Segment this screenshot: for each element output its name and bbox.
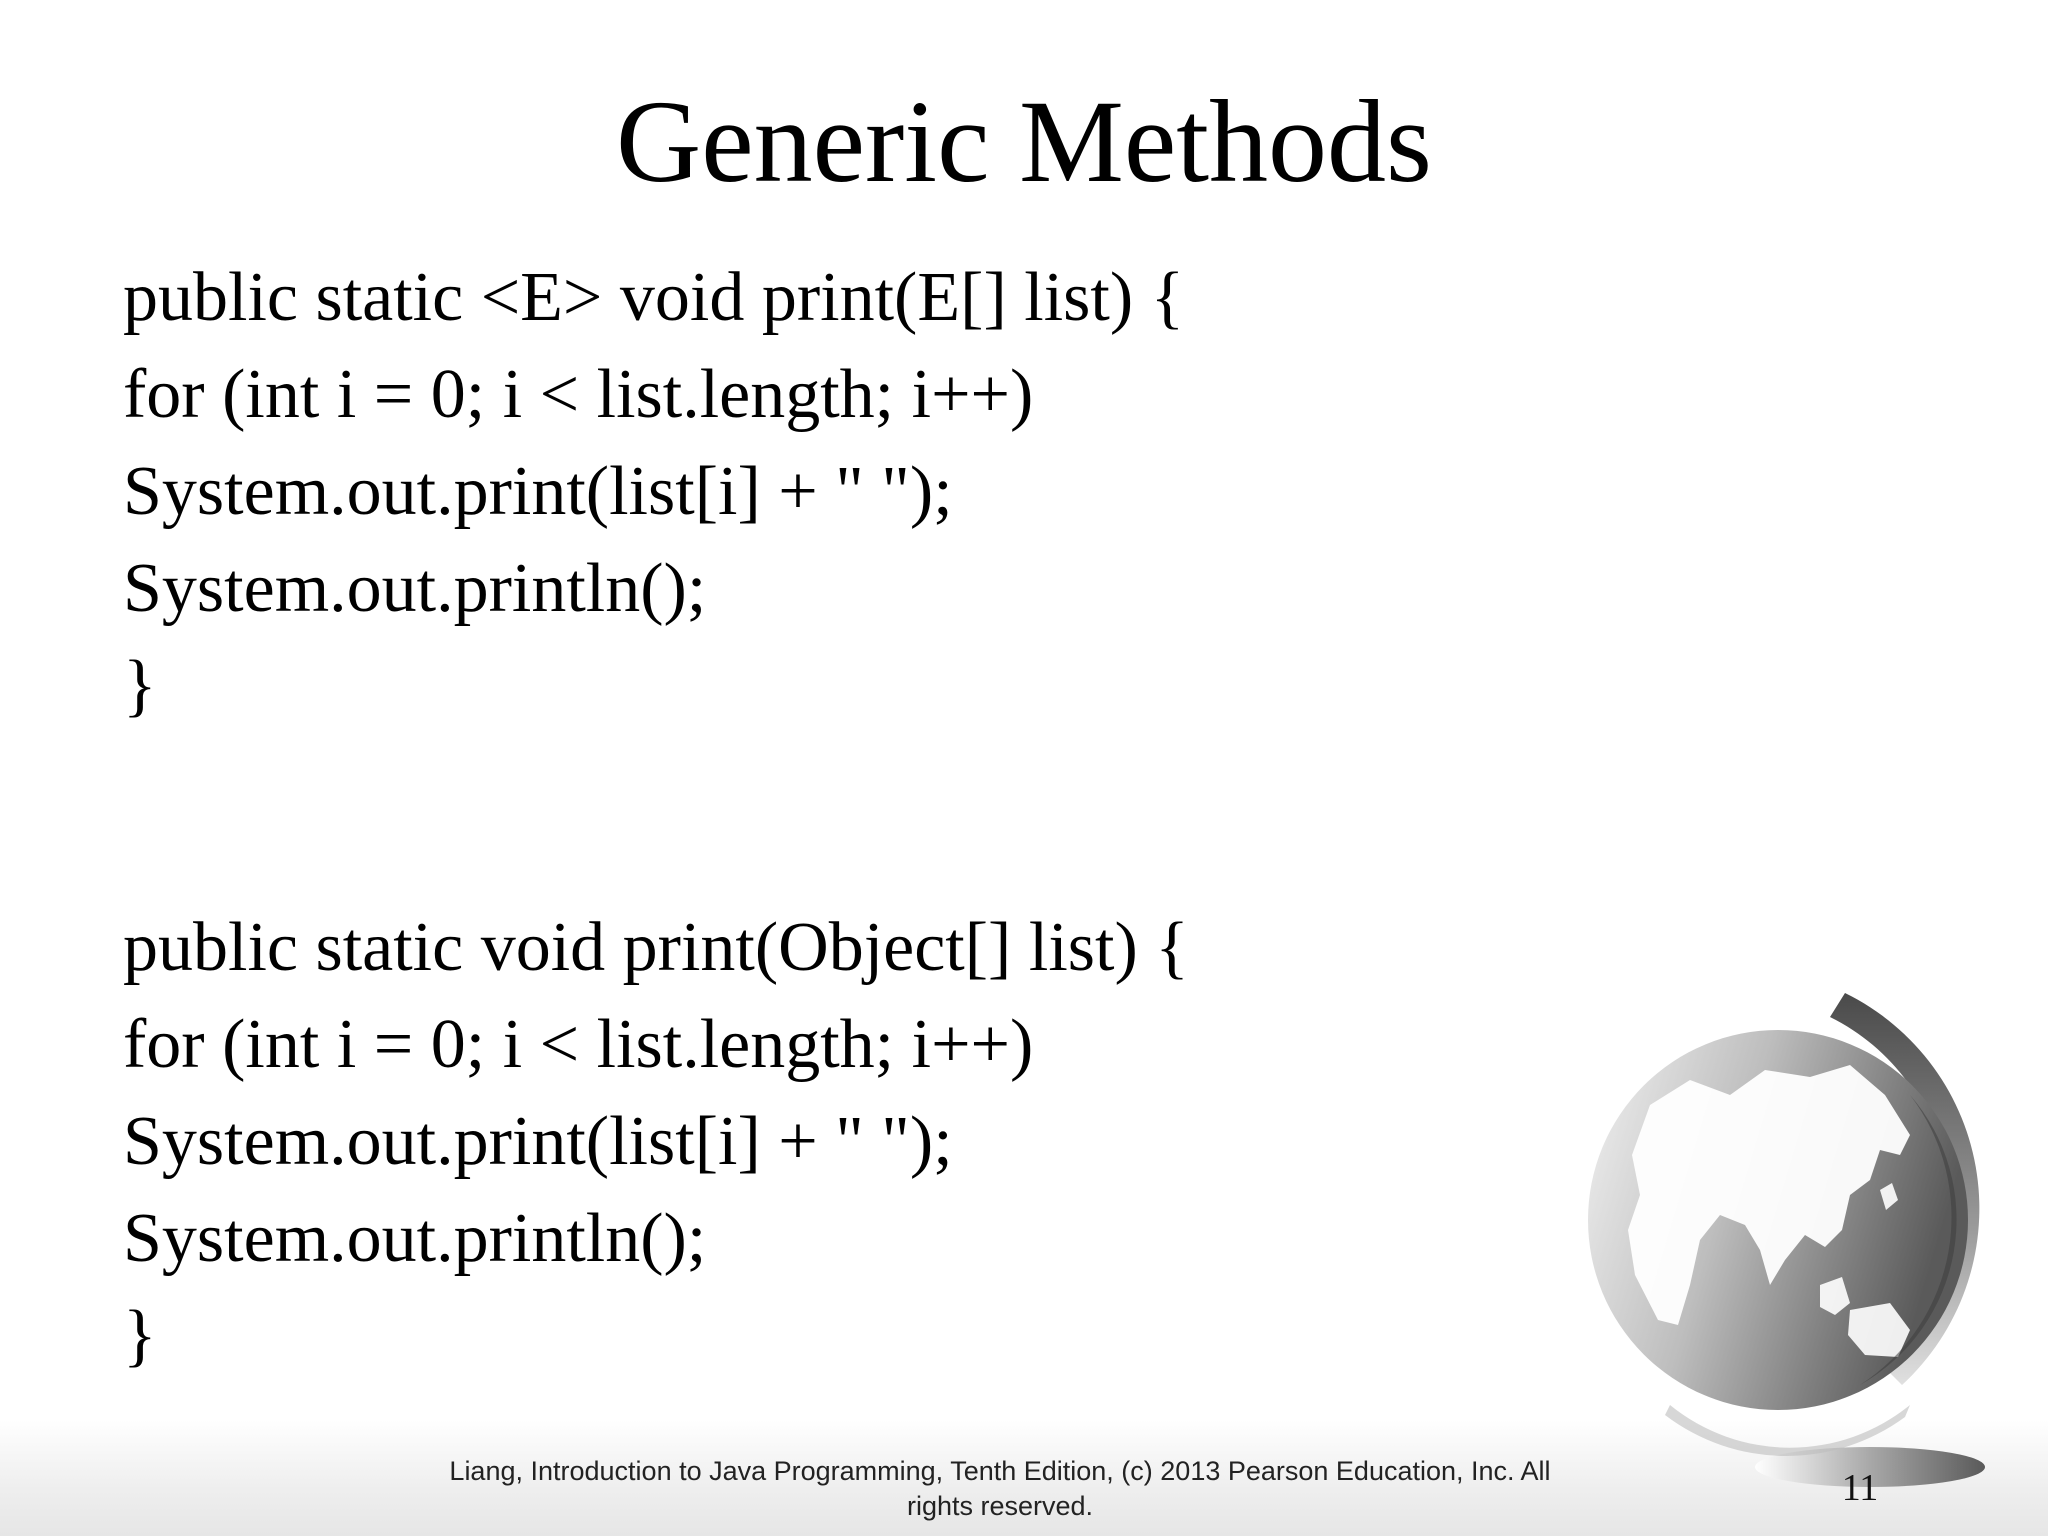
- code-line: public static void print(Object[] list) {: [123, 909, 1189, 986]
- code-line: System.out.println();: [123, 550, 707, 627]
- footer-line-1: Liang, Introduction to Java Programming, Tenth Edition, (c) 2013 Pearson Education, Inc. All: [449, 1456, 1551, 1486]
- code-line: public static <E> void print(E[] list) {: [123, 259, 1185, 336]
- code-line: for (int i = 0; i < list.length; i++): [123, 356, 1034, 433]
- code-line: System.out.println();: [123, 1200, 707, 1277]
- code-line: System.out.print(list[i] + " ");: [123, 453, 953, 530]
- page-number: 11: [1841, 1467, 1879, 1509]
- code-block-generic-print: [123, 250, 1185, 810]
- globe-logo-icon: [1580, 985, 2020, 1505]
- code-line: }: [123, 1297, 157, 1374]
- slide-title: Generic Methods: [616, 76, 1432, 207]
- code-block-object-print: [123, 900, 1189, 1460]
- footer-line-2: rights reserved.: [906, 1491, 1094, 1521]
- code-line: for (int i = 0; i < list.length; i++): [123, 1006, 1034, 1083]
- code-line: }: [123, 647, 157, 724]
- footer-copyright: [400, 1454, 1600, 1524]
- code-line: System.out.print(list[i] + " ");: [123, 1103, 953, 1180]
